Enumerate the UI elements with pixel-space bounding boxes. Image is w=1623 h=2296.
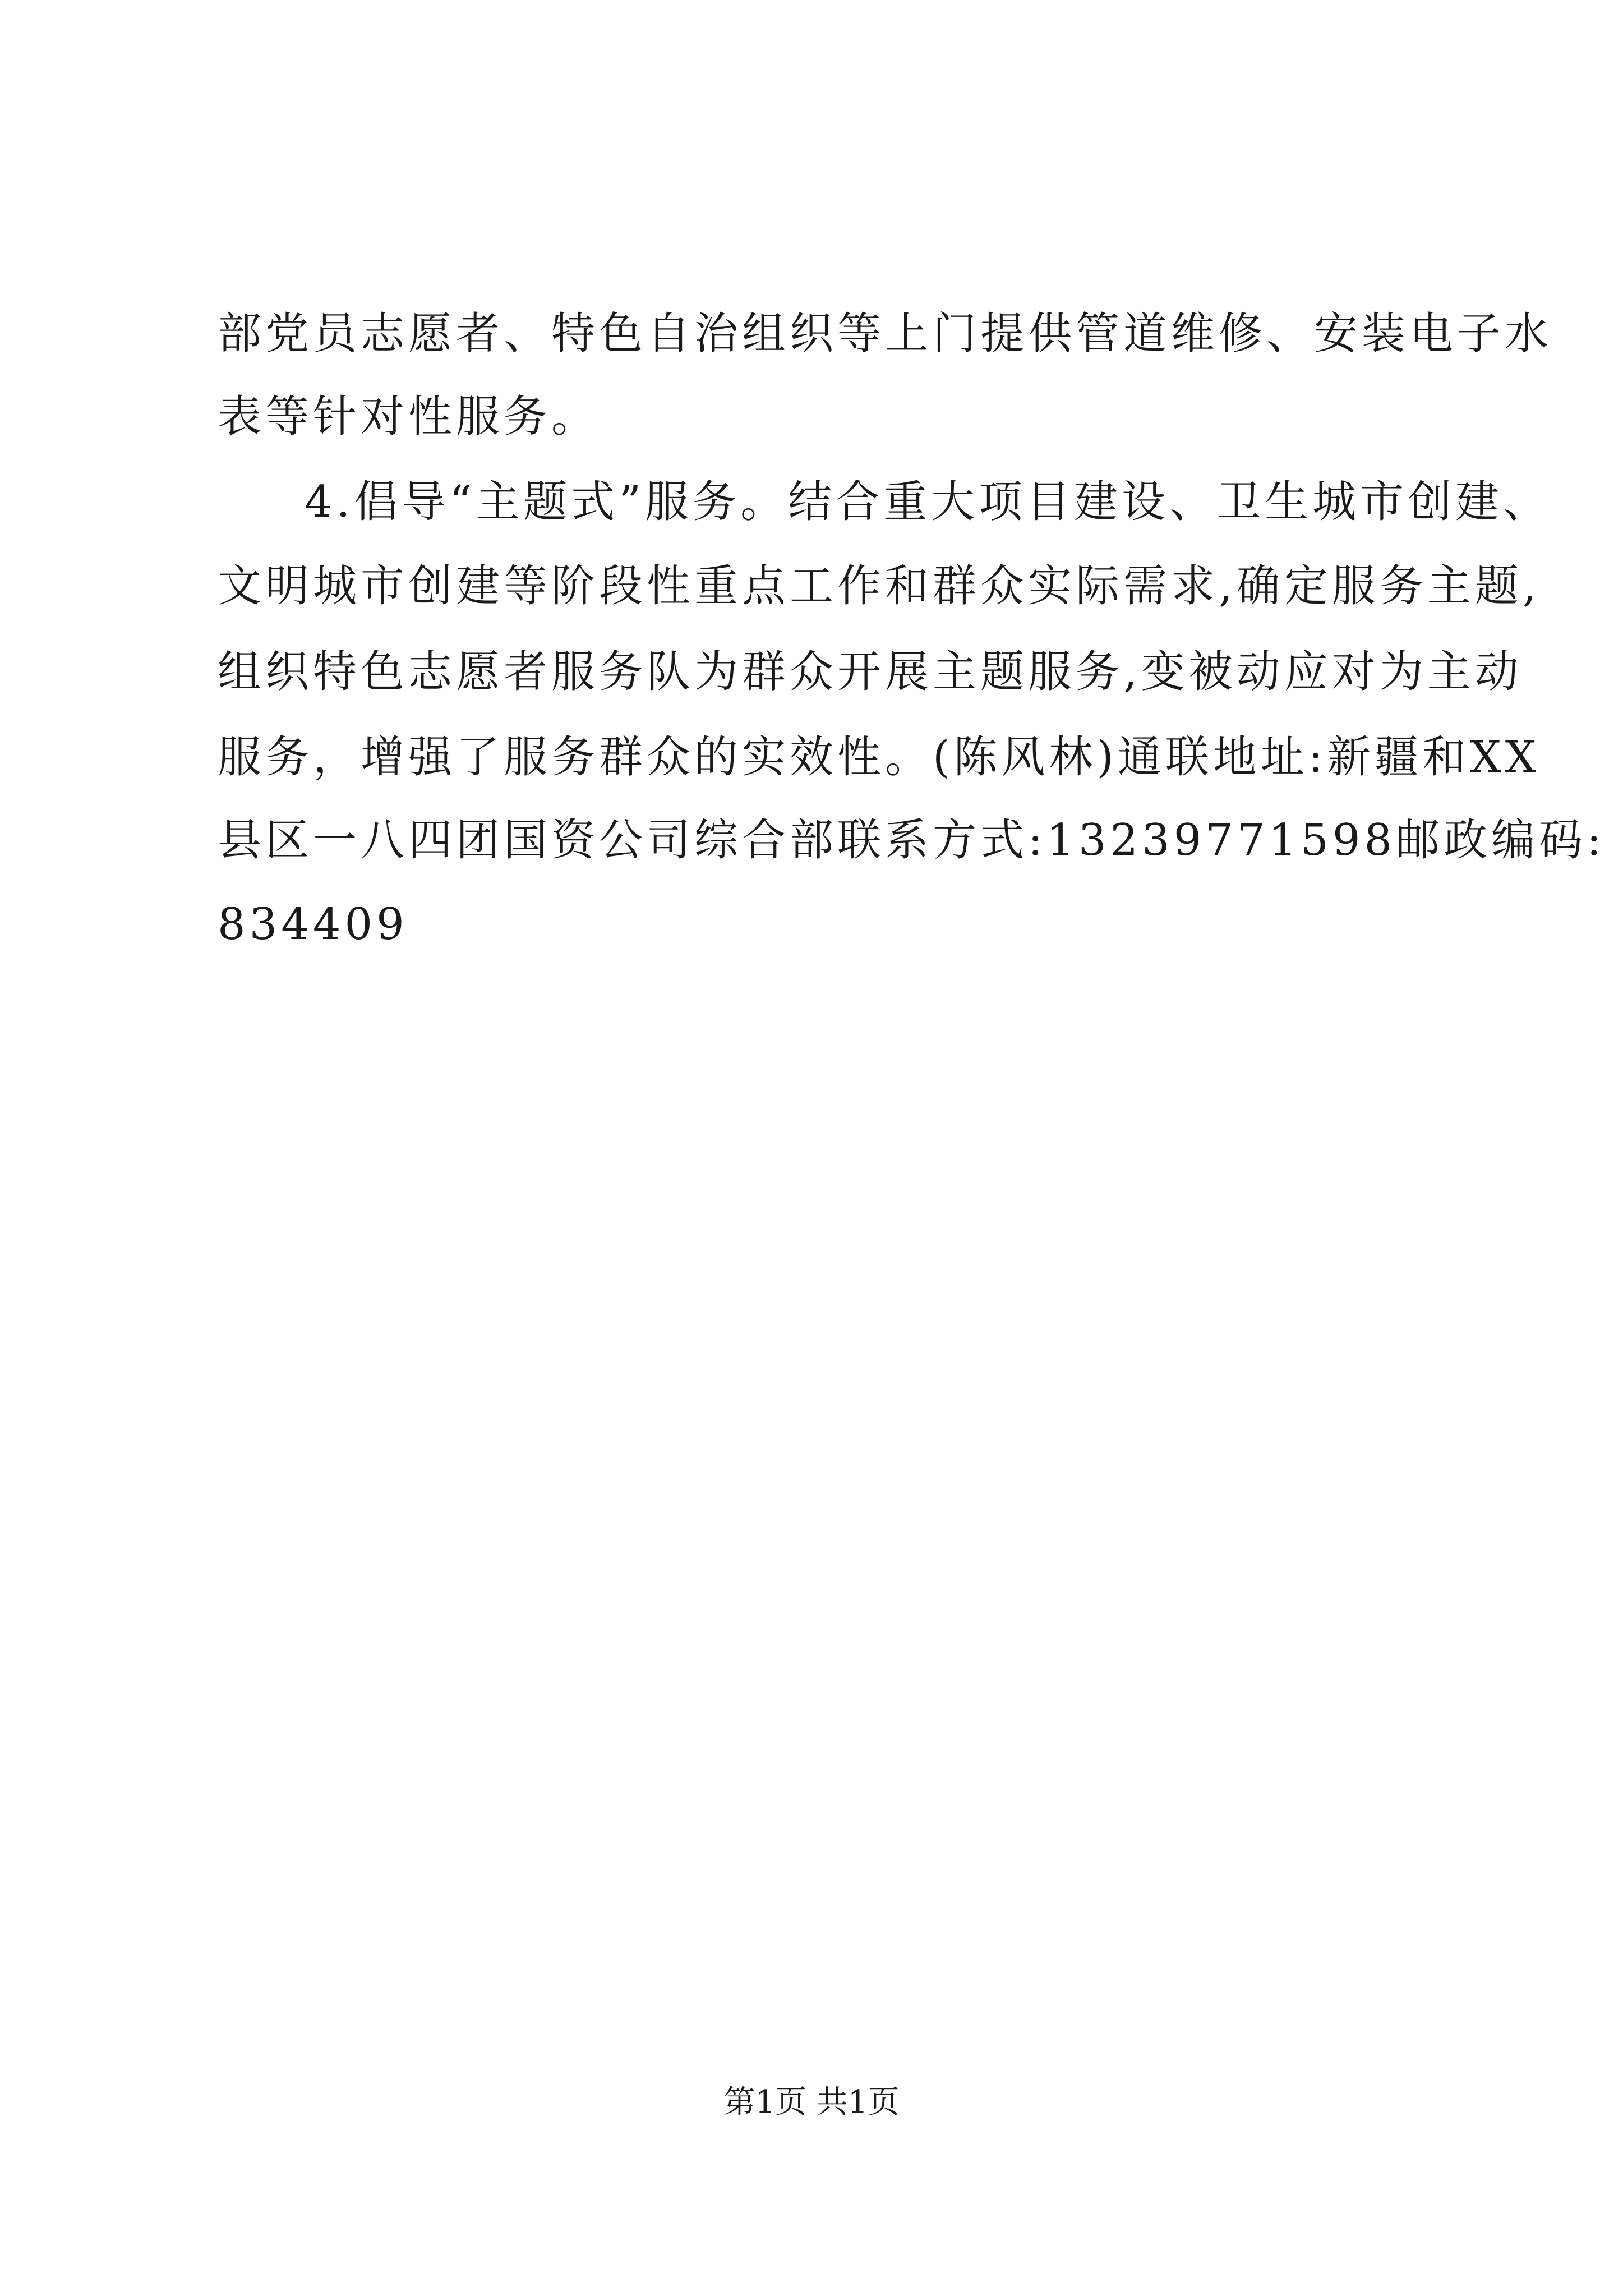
- paragraph-line-6: 服务，增强了服务群众的实效性。(陈风林)通联地址:新疆和XX: [218, 732, 1541, 783]
- page-footer: 第1页 共1页: [723, 2084, 900, 2120]
- paragraph-line-2: 表等针对性服务。: [218, 392, 600, 442]
- paragraph-line-3: 4.倡导“主题式”服务。结合重大项目建设、卫生城市创建、: [305, 477, 1551, 527]
- paragraph-line-4: 文明城市创建等阶段性重点工作和群众实际需求,确定服务主题,: [218, 561, 1541, 611]
- paragraph-line-7: 县区一八四团国资公司综合部联系方式:13239771598邮政编码:: [218, 815, 1606, 866]
- paragraph-line-5: 组织特色志愿者服务队为群众开展主题服务,变被动应对为主动: [218, 647, 1523, 697]
- paragraph-line-8: 834409: [218, 899, 408, 950]
- paragraph-line-1: 部党员志愿者、特色自治组织等上门提供管道维修、安装电子水: [218, 309, 1553, 359]
